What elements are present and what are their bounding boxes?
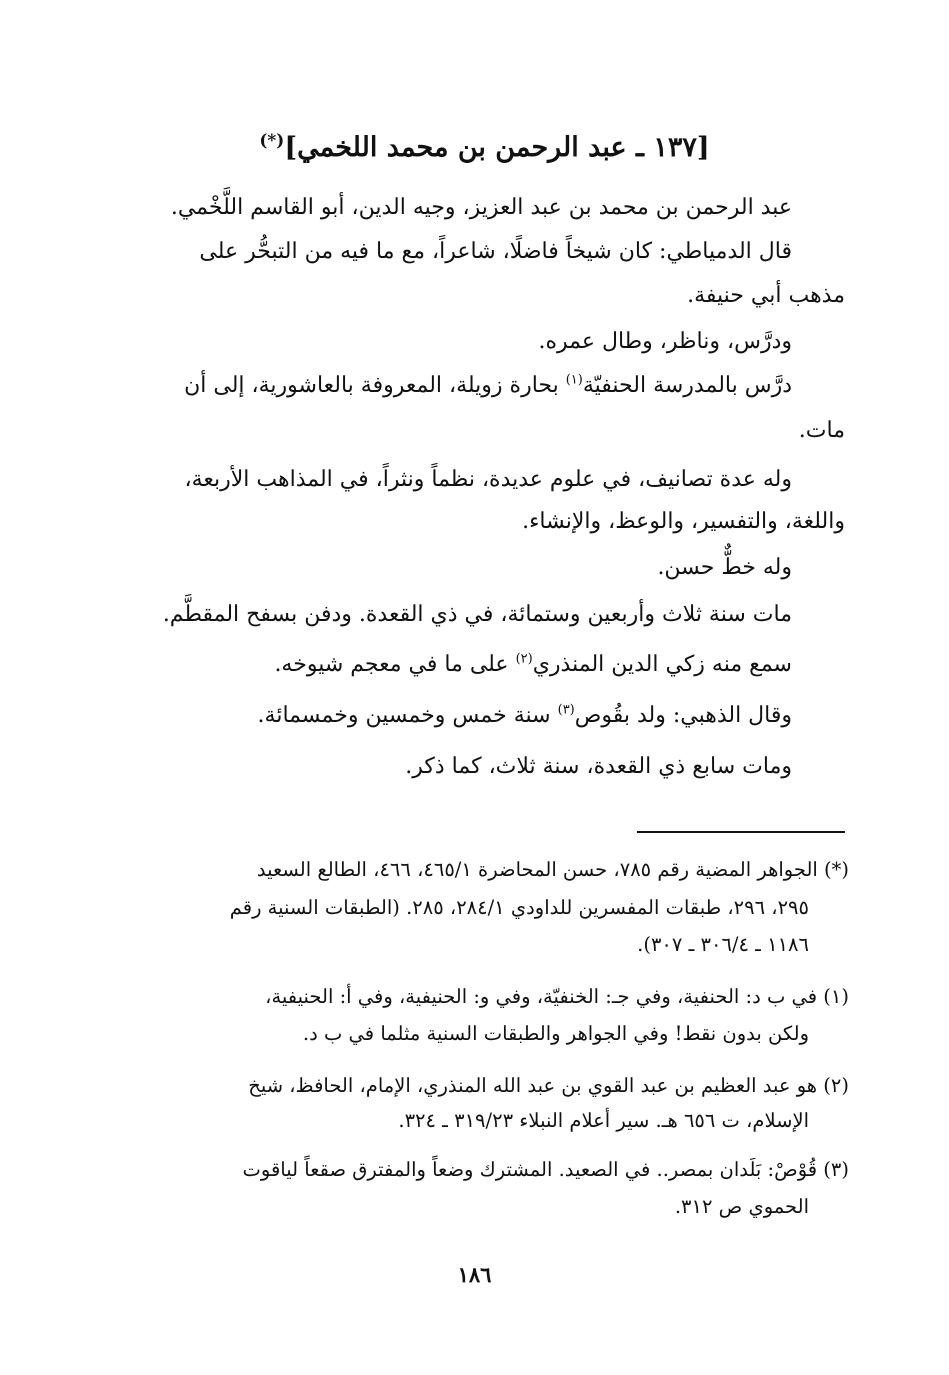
body-line-5-text-a: درَّس بالمدرسة الحنفيّة [582, 373, 792, 398]
footnote-ref-1: (١) [565, 372, 583, 388]
footnote-ref-2: (٢) [515, 651, 533, 667]
footnote-2-line-2: الإسلام، ت ٦٥٦ هـ. سير أعلام النبلاء ٣١٩/٢٣ ـ ٣٢٤. [398, 1109, 809, 1132]
body-line-11 [274, 648, 792, 682]
page-number: ١٨٦ [457, 1262, 492, 1287]
footnote-separator [637, 831, 845, 833]
heading-footnote-marker: (*) [259, 131, 285, 151]
body-line-13: ومات سابع ذي القعدة، سنة ثلاث، كما ذكر. [405, 754, 792, 779]
body-line-1: عبد الرحمن بن محمد بن عبد العزيز، وجيه الدين، أبو القاسم اللَّخْمي. [170, 195, 792, 220]
body-line-8: واللغة، والتفسير، والوعظ، والإنشاء. [522, 509, 845, 534]
body-line-11-text-b: على ما في معجم شيوخه. [274, 652, 516, 677]
footnote-3-line-1: (٣) قُوْصْ: بَلَدان بمصر.. في الصعيد. المشترك وضعاً والمفترق صقعاً لياقوت [242, 1158, 849, 1181]
body-line-6: مات. [798, 418, 845, 443]
footnote-star-line-2: ٢٩٥، ٢٩٦، طبقات المفسرين للداودي ٢٨٤/١، ٢٨٥. (الطبقات السنية رقم [229, 896, 809, 919]
body-line-7: وله عدة تصانيف، في علوم عديدة، نظماً ونثراً، في المذاهب الأربعة، [184, 467, 792, 492]
body-line-3: مذهب أبي حنيفة. [687, 283, 845, 308]
body-line-2: قال الدمياطي: كان شيخاً فاضلًا، شاعراً، مع ما فيه من التبحُّر على [199, 239, 792, 264]
entry-heading-text: [١٣٧ ـ عبد الرحمن بن محمد اللخمي] [284, 132, 710, 163]
footnote-star-line-3: ١١٨٦ ـ ٣٠٦/٤ ـ ٣٠٧). [637, 933, 809, 956]
body-line-12 [258, 699, 792, 733]
body-line-12-text-a: وقال الذهبي: ولد بقُوص [574, 703, 792, 728]
body-line-10: مات سنة ثلاث وأربعين وستمائة، في ذي القعدة. ودفن بسفح المقطَّم. [162, 602, 792, 627]
body-line-5 [184, 369, 792, 403]
body-line-5-text-b: بحارة زويلة، المعروفة بالعاشورية، إلى أن [184, 373, 566, 398]
entry-heading [120, 128, 849, 168]
footnote-1-line-1: (١) في ب د: الحنفية، وفي جـ: الخنفيّة، وفي و: الحنيفية، وفي أ: الحنيفية، [265, 985, 849, 1008]
footnote-1-line-2: ولكن بدون نقط! وفي الجواهر والطبقات السنية مثلما في ب د. [302, 1022, 809, 1045]
body-line-12-text-b: سنة خمس وخمسين وخمسمائة. [257, 703, 558, 728]
body-line-11-text-a: سمع منه زكي الدين المنذري [532, 652, 792, 677]
footnote-star-line-1: (*) الجواهر المضية رقم ٧٨٥، حسن المحاضرة ٤٦٥/١، ٤٦٦، الطالع السعيد [256, 858, 849, 881]
footnote-ref-3: (٣) [557, 702, 575, 718]
body-line-4: ودرَّس، وناظر، وطال عمره. [538, 329, 792, 354]
body-line-9: وله خطٌّ حسن. [657, 555, 792, 580]
footnote-3-line-2: الحموي ص ٣١٢. [674, 1195, 809, 1218]
footnote-2-line-1: (٢) هو عبد العظيم بن عبد القوي بن عبد الله المنذري، الإمام، الحافظ، شيخ [248, 1074, 849, 1097]
